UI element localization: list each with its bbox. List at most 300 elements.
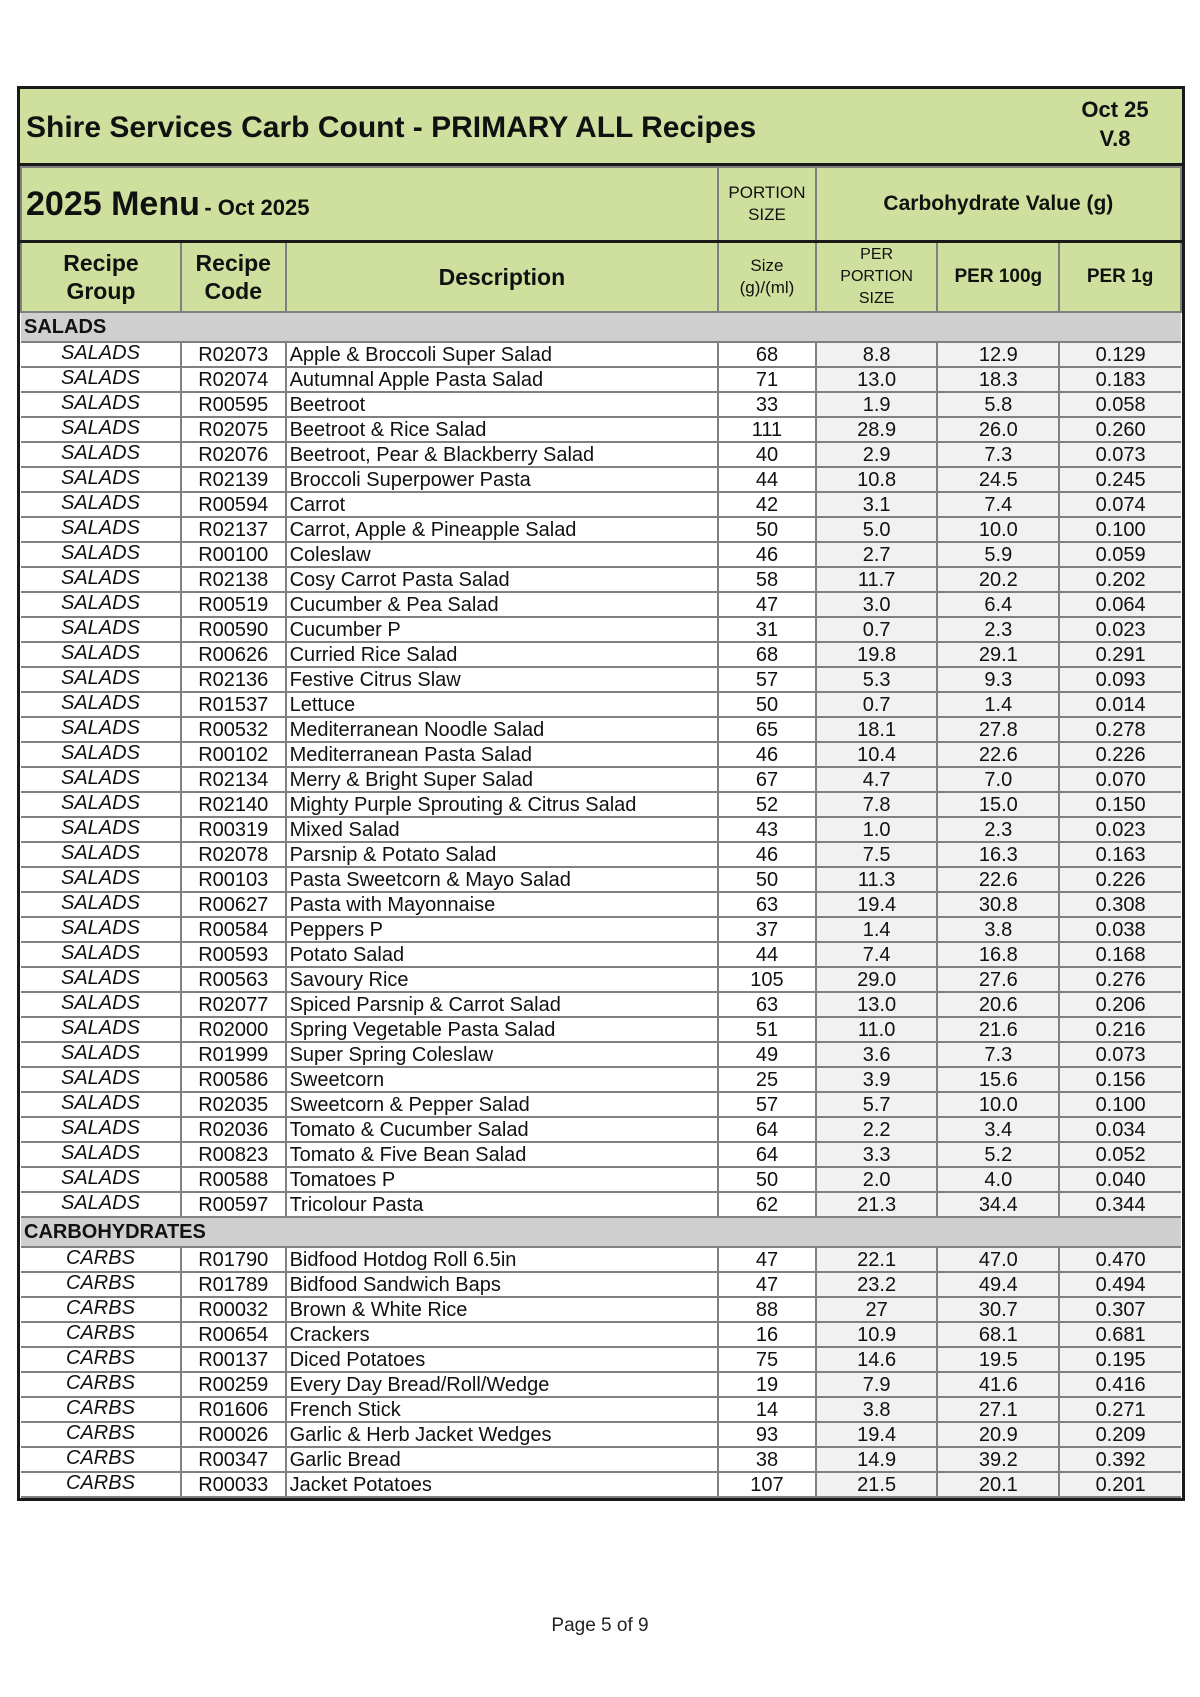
per-portion-cell: 7.5 xyxy=(816,842,938,867)
per-1g-cell: 0.064 xyxy=(1059,592,1181,617)
table-row xyxy=(21,1117,1181,1142)
recipe-group-cell: SALADS xyxy=(21,517,181,542)
per-100g-cell: 27.1 xyxy=(937,1397,1059,1422)
table-row xyxy=(21,492,1181,517)
per-100g-cell: 4.0 xyxy=(937,1167,1059,1192)
size-cell: 42 xyxy=(718,492,816,517)
col-header-size-line1: Size xyxy=(750,256,784,275)
recipe-code-cell: R00102 xyxy=(181,742,286,767)
per-1g-cell: 0.195 xyxy=(1059,1347,1181,1372)
per-100g-cell: 29.1 xyxy=(937,642,1059,667)
description-cell: Spring Vegetable Pasta Salad xyxy=(286,1017,719,1042)
per-100g-cell: 2.3 xyxy=(937,617,1059,642)
per-1g-cell: 0.278 xyxy=(1059,717,1181,742)
recipe-code-cell: R00823 xyxy=(181,1142,286,1167)
table-row xyxy=(21,517,1181,542)
per-1g-cell: 0.023 xyxy=(1059,817,1181,842)
per-100g-cell: 30.8 xyxy=(937,892,1059,917)
per-100g-cell: 3.8 xyxy=(937,917,1059,942)
per-100g-cell: 27.6 xyxy=(937,967,1059,992)
per-100g-cell: 1.4 xyxy=(937,692,1059,717)
description-cell: Garlic Bread xyxy=(286,1447,719,1472)
per-portion-cell: 19.4 xyxy=(816,892,938,917)
menu-title-cell xyxy=(21,167,718,242)
table-row xyxy=(21,442,1181,467)
size-cell: 65 xyxy=(718,717,816,742)
table-row xyxy=(21,1167,1181,1192)
col-header-recipe-code xyxy=(181,242,286,313)
size-cell: 40 xyxy=(718,442,816,467)
description-cell: Pasta Sweetcorn & Mayo Salad xyxy=(286,867,719,892)
recipe-code-cell: R02000 xyxy=(181,1017,286,1042)
description-cell: Beetroot & Rice Salad xyxy=(286,417,719,442)
recipe-group-cell: SALADS xyxy=(21,492,181,517)
recipe-code-cell: R02074 xyxy=(181,367,286,392)
per-portion-cell: 11.0 xyxy=(816,1017,938,1042)
carb-value-header: Carbohydrate Value (g) xyxy=(816,167,1181,242)
size-cell: 62 xyxy=(718,1192,816,1217)
size-cell: 46 xyxy=(718,742,816,767)
size-cell: 47 xyxy=(718,1247,816,1272)
per-100g-cell: 16.8 xyxy=(937,942,1059,967)
portion-size-header-line2: SIZE xyxy=(748,205,786,224)
table-row xyxy=(21,842,1181,867)
per-1g-cell: 0.052 xyxy=(1059,1142,1181,1167)
per-100g-cell: 16.3 xyxy=(937,842,1059,867)
col-header-recipe-code-line2: Code xyxy=(204,278,263,304)
portion-size-header-line1: PORTION xyxy=(728,183,806,202)
per-portion-cell: 10.9 xyxy=(816,1322,938,1347)
per-100g-cell: 15.6 xyxy=(937,1067,1059,1092)
size-cell: 71 xyxy=(718,367,816,392)
per-portion-cell: 4.7 xyxy=(816,767,938,792)
recipe-group-cell: SALADS xyxy=(21,467,181,492)
description-cell: Curried Rice Salad xyxy=(286,642,719,667)
per-portion-cell: 21.3 xyxy=(816,1192,938,1217)
per-1g-cell: 0.129 xyxy=(1059,342,1181,367)
per-portion-cell: 13.0 xyxy=(816,992,938,1017)
per-1g-cell: 0.276 xyxy=(1059,967,1181,992)
column-header-row xyxy=(21,242,1181,313)
page-number: Page 5 of 9 xyxy=(551,1615,649,1636)
per-100g-cell: 20.9 xyxy=(937,1422,1059,1447)
recipe-group-cell: SALADS xyxy=(21,392,181,417)
per-portion-cell: 2.0 xyxy=(816,1167,938,1192)
recipe-code-cell: R00595 xyxy=(181,392,286,417)
recipe-group-cell: SALADS xyxy=(21,342,181,367)
per-portion-cell: 27 xyxy=(816,1297,938,1322)
recipe-group-cell: SALADS xyxy=(21,1192,181,1217)
recipe-group-cell: SALADS xyxy=(21,942,181,967)
recipe-code-cell: R00626 xyxy=(181,642,286,667)
size-cell: 68 xyxy=(718,642,816,667)
recipe-code-cell: R02073 xyxy=(181,342,286,367)
description-cell: Sweetcorn & Pepper Salad xyxy=(286,1092,719,1117)
version-number: V.8 xyxy=(1099,126,1131,151)
recipe-code-cell: R02134 xyxy=(181,767,286,792)
size-cell: 88 xyxy=(718,1297,816,1322)
size-cell: 67 xyxy=(718,767,816,792)
table-row xyxy=(21,967,1181,992)
per-100g-cell: 20.1 xyxy=(937,1472,1059,1497)
size-cell: 75 xyxy=(718,1347,816,1372)
per-100g-cell: 30.7 xyxy=(937,1297,1059,1322)
per-100g-cell: 7.0 xyxy=(937,767,1059,792)
recipe-code-cell: R00100 xyxy=(181,542,286,567)
per-portion-cell: 2.7 xyxy=(816,542,938,567)
menu-header-row xyxy=(21,167,1181,242)
per-1g-cell: 0.226 xyxy=(1059,867,1181,892)
recipe-group-cell: CARBS xyxy=(21,1472,181,1497)
description-cell: Super Spring Coleslaw xyxy=(286,1042,719,1067)
table-row xyxy=(21,1372,1181,1397)
col-header-recipe-group xyxy=(21,242,181,313)
size-cell: 64 xyxy=(718,1142,816,1167)
per-100g-cell: 5.2 xyxy=(937,1142,1059,1167)
per-100g-cell: 7.3 xyxy=(937,1042,1059,1067)
recipe-code-cell: R01606 xyxy=(181,1397,286,1422)
per-100g-cell: 5.9 xyxy=(937,542,1059,567)
portion-size-header xyxy=(718,167,816,242)
per-portion-cell: 1.9 xyxy=(816,392,938,417)
size-cell: 14 xyxy=(718,1397,816,1422)
recipe-code-cell: R00026 xyxy=(181,1422,286,1447)
menu-subtitle: - Oct 2025 xyxy=(204,194,310,220)
recipe-code-cell: R00103 xyxy=(181,867,286,892)
per-portion-cell: 3.9 xyxy=(816,1067,938,1092)
per-portion-cell: 3.6 xyxy=(816,1042,938,1067)
description-cell: Apple & Broccoli Super Salad xyxy=(286,342,719,367)
recipe-code-cell: R00259 xyxy=(181,1372,286,1397)
version-date: Oct 25 xyxy=(1081,97,1149,122)
recipe-group-cell: SALADS xyxy=(21,417,181,442)
recipe-group-cell: SALADS xyxy=(21,1092,181,1117)
recipe-code-cell: R00532 xyxy=(181,717,286,742)
per-1g-cell: 0.073 xyxy=(1059,442,1181,467)
recipe-code-cell: R00319 xyxy=(181,817,286,842)
recipe-code-cell: R00032 xyxy=(181,1297,286,1322)
description-cell: Lettuce xyxy=(286,692,719,717)
recipe-group-cell: CARBS xyxy=(21,1422,181,1447)
per-1g-cell: 0.416 xyxy=(1059,1372,1181,1397)
per-100g-cell: 9.3 xyxy=(937,667,1059,692)
description-cell: Savoury Rice xyxy=(286,967,719,992)
table-row xyxy=(21,667,1181,692)
per-100g-cell: 21.6 xyxy=(937,1017,1059,1042)
per-1g-cell: 0.100 xyxy=(1059,517,1181,542)
description-cell: Pasta with Mayonnaise xyxy=(286,892,719,917)
table-row xyxy=(21,892,1181,917)
per-100g-cell: 68.1 xyxy=(937,1322,1059,1347)
per-portion-cell: 14.6 xyxy=(816,1347,938,1372)
recipe-group-cell: CARBS xyxy=(21,1347,181,1372)
col-header-per-portion-line1: PER xyxy=(860,246,894,263)
description-cell: Parsnip & Potato Salad xyxy=(286,842,719,867)
size-cell: 50 xyxy=(718,1167,816,1192)
per-100g-cell: 20.6 xyxy=(937,992,1059,1017)
per-portion-cell: 3.3 xyxy=(816,1142,938,1167)
size-cell: 44 xyxy=(718,942,816,967)
recipe-code-cell: R02136 xyxy=(181,667,286,692)
per-portion-cell: 13.0 xyxy=(816,367,938,392)
per-1g-cell: 0.344 xyxy=(1059,1192,1181,1217)
recipe-code-cell: R00563 xyxy=(181,967,286,992)
size-cell: 47 xyxy=(718,1272,816,1297)
per-100g-cell: 3.4 xyxy=(937,1117,1059,1142)
size-cell: 93 xyxy=(718,1422,816,1447)
recipe-code-cell: R02036 xyxy=(181,1117,286,1142)
per-portion-cell: 5.3 xyxy=(816,667,938,692)
per-100g-cell: 2.3 xyxy=(937,817,1059,842)
per-1g-cell: 0.202 xyxy=(1059,567,1181,592)
menu-title: 2025 Menu xyxy=(26,184,200,223)
size-cell: 57 xyxy=(718,667,816,692)
size-cell: 64 xyxy=(718,1117,816,1142)
size-cell: 107 xyxy=(718,1472,816,1497)
recipe-group-cell: CARBS xyxy=(21,1397,181,1422)
description-cell: Mediterranean Pasta Salad xyxy=(286,742,719,767)
table-row xyxy=(21,817,1181,842)
per-portion-cell: 3.8 xyxy=(816,1397,938,1422)
table-row xyxy=(21,592,1181,617)
per-portion-cell: 7.8 xyxy=(816,792,938,817)
per-1g-cell: 0.074 xyxy=(1059,492,1181,517)
recipe-group-cell: SALADS xyxy=(21,1017,181,1042)
description-cell: Carrot xyxy=(286,492,719,517)
per-1g-cell: 0.216 xyxy=(1059,1017,1181,1042)
table-row xyxy=(21,617,1181,642)
size-cell: 105 xyxy=(718,967,816,992)
size-cell: 58 xyxy=(718,567,816,592)
table-row xyxy=(21,742,1181,767)
per-1g-cell: 0.245 xyxy=(1059,467,1181,492)
size-cell: 50 xyxy=(718,867,816,892)
carb-count-sheet xyxy=(17,86,1185,1501)
table-row xyxy=(21,1297,1181,1322)
description-cell: Peppers P xyxy=(286,917,719,942)
col-header-per-portion-line3: SIZE xyxy=(858,290,895,307)
recipe-group-cell: SALADS xyxy=(21,1167,181,1192)
recipe-group-cell: SALADS xyxy=(21,442,181,467)
per-portion-cell: 21.5 xyxy=(816,1472,938,1497)
table-row xyxy=(21,642,1181,667)
recipe-group-cell: CARBS xyxy=(21,1322,181,1347)
per-1g-cell: 0.226 xyxy=(1059,742,1181,767)
per-100g-cell: 5.8 xyxy=(937,392,1059,417)
size-cell: 63 xyxy=(718,892,816,917)
col-header-per-portion xyxy=(816,242,938,313)
recipe-group-cell: SALADS xyxy=(21,692,181,717)
per-portion-cell: 1.4 xyxy=(816,917,938,942)
per-100g-cell: 7.4 xyxy=(937,492,1059,517)
per-1g-cell: 0.100 xyxy=(1059,1092,1181,1117)
carb-table xyxy=(20,166,1182,1498)
col-header-recipe-group-line2: Group xyxy=(66,278,136,304)
per-portion-cell: 7.9 xyxy=(816,1372,938,1397)
per-100g-cell: 22.6 xyxy=(937,742,1059,767)
per-100g-cell: 10.0 xyxy=(937,1092,1059,1117)
size-cell: 19 xyxy=(718,1372,816,1397)
size-cell: 50 xyxy=(718,517,816,542)
col-header-recipe-group-line1: Recipe xyxy=(63,250,139,276)
table-row xyxy=(21,992,1181,1017)
recipe-code-cell: R02076 xyxy=(181,442,286,467)
recipe-group-cell: SALADS xyxy=(21,367,181,392)
recipe-group-cell: CARBS xyxy=(21,1247,181,1272)
section-header-row xyxy=(21,312,1181,342)
description-cell: Carrot, Apple & Pineapple Salad xyxy=(286,517,719,542)
recipe-code-cell: R02140 xyxy=(181,792,286,817)
recipe-group-cell: SALADS xyxy=(21,867,181,892)
section-header-row xyxy=(21,1217,1181,1247)
per-portion-cell: 19.4 xyxy=(816,1422,938,1447)
recipe-code-cell: R01537 xyxy=(181,692,286,717)
col-header-size xyxy=(718,242,816,313)
per-portion-cell: 2.2 xyxy=(816,1117,938,1142)
recipe-group-cell: SALADS xyxy=(21,1042,181,1067)
size-cell: 44 xyxy=(718,467,816,492)
table-row xyxy=(21,1472,1181,1497)
description-cell: Cucumber P xyxy=(286,617,719,642)
per-100g-cell: 34.4 xyxy=(937,1192,1059,1217)
description-cell: Cucumber & Pea Salad xyxy=(286,592,719,617)
size-cell: 31 xyxy=(718,617,816,642)
per-1g-cell: 0.093 xyxy=(1059,667,1181,692)
section-title: SALADS xyxy=(21,312,1181,342)
recipe-code-cell: R00590 xyxy=(181,617,286,642)
recipe-group-cell: SALADS xyxy=(21,567,181,592)
per-portion-cell: 10.8 xyxy=(816,467,938,492)
recipe-code-cell: R00597 xyxy=(181,1192,286,1217)
per-1g-cell: 0.206 xyxy=(1059,992,1181,1017)
table-row xyxy=(21,867,1181,892)
recipe-code-cell: R00519 xyxy=(181,592,286,617)
per-100g-cell: 22.6 xyxy=(937,867,1059,892)
per-1g-cell: 0.209 xyxy=(1059,1422,1181,1447)
recipe-code-cell: R00588 xyxy=(181,1167,286,1192)
recipe-code-cell: R02139 xyxy=(181,467,286,492)
per-100g-cell: 7.3 xyxy=(937,442,1059,467)
description-cell: Brown & White Rice xyxy=(286,1297,719,1322)
table-row xyxy=(21,342,1181,367)
description-cell: Tomatoes P xyxy=(286,1167,719,1192)
size-cell: 25 xyxy=(718,1067,816,1092)
per-1g-cell: 0.150 xyxy=(1059,792,1181,817)
size-cell: 38 xyxy=(718,1447,816,1472)
description-cell: Mixed Salad xyxy=(286,817,719,842)
recipe-code-cell: R00347 xyxy=(181,1447,286,1472)
size-cell: 33 xyxy=(718,392,816,417)
description-cell: Bidfood Sandwich Baps xyxy=(286,1272,719,1297)
table-row xyxy=(21,692,1181,717)
table-row xyxy=(21,417,1181,442)
table-row xyxy=(21,1272,1181,1297)
size-cell: 46 xyxy=(718,542,816,567)
per-1g-cell: 0.470 xyxy=(1059,1247,1181,1272)
size-cell: 49 xyxy=(718,1042,816,1067)
recipe-group-cell: CARBS xyxy=(21,1272,181,1297)
per-portion-cell: 2.9 xyxy=(816,442,938,467)
description-cell: Tomato & Five Bean Salad xyxy=(286,1142,719,1167)
per-1g-cell: 0.260 xyxy=(1059,417,1181,442)
per-100g-cell: 19.5 xyxy=(937,1347,1059,1372)
per-100g-cell: 27.8 xyxy=(937,717,1059,742)
table-row xyxy=(21,917,1181,942)
recipe-group-cell: SALADS xyxy=(21,917,181,942)
description-cell: Mighty Purple Sprouting & Citrus Salad xyxy=(286,792,719,817)
per-1g-cell: 0.392 xyxy=(1059,1447,1181,1472)
per-portion-cell: 0.7 xyxy=(816,692,938,717)
table-row xyxy=(21,1092,1181,1117)
per-portion-cell: 0.7 xyxy=(816,617,938,642)
col-header-size-line2: (g)/(ml) xyxy=(739,278,795,297)
per-1g-cell: 0.168 xyxy=(1059,942,1181,967)
recipe-code-cell: R00584 xyxy=(181,917,286,942)
table-row xyxy=(21,1422,1181,1447)
table-row xyxy=(21,1067,1181,1092)
table-row xyxy=(21,467,1181,492)
table-row xyxy=(21,1192,1181,1217)
per-1g-cell: 0.023 xyxy=(1059,617,1181,642)
description-cell: Broccoli Superpower Pasta xyxy=(286,467,719,492)
table-row xyxy=(21,367,1181,392)
recipe-group-cell: SALADS xyxy=(21,667,181,692)
size-cell: 63 xyxy=(718,992,816,1017)
recipe-group-cell: SALADS xyxy=(21,767,181,792)
recipe-group-cell: SALADS xyxy=(21,842,181,867)
recipe-group-cell: SALADS xyxy=(21,1142,181,1167)
per-1g-cell: 0.073 xyxy=(1059,1042,1181,1067)
col-header-per-1g: PER 1g xyxy=(1059,242,1181,313)
recipe-group-cell: SALADS xyxy=(21,542,181,567)
description-cell: Beetroot, Pear & Blackberry Salad xyxy=(286,442,719,467)
size-cell: 46 xyxy=(718,842,816,867)
table-row xyxy=(21,392,1181,417)
per-100g-cell: 49.4 xyxy=(937,1272,1059,1297)
table-row xyxy=(21,1247,1181,1272)
per-100g-cell: 47.0 xyxy=(937,1247,1059,1272)
recipe-group-cell: SALADS xyxy=(21,592,181,617)
recipe-code-cell: R02077 xyxy=(181,992,286,1017)
col-header-per-100g: PER 100g xyxy=(937,242,1059,313)
description-cell: Bidfood Hotdog Roll 6.5in xyxy=(286,1247,719,1272)
description-cell: Crackers xyxy=(286,1322,719,1347)
col-header-per-portion-line2: PORTION xyxy=(840,268,913,285)
recipe-code-cell: R02075 xyxy=(181,417,286,442)
description-cell: Jacket Potatoes xyxy=(286,1472,719,1497)
per-1g-cell: 0.034 xyxy=(1059,1117,1181,1142)
per-100g-cell: 24.5 xyxy=(937,467,1059,492)
per-portion-cell: 7.4 xyxy=(816,942,938,967)
recipe-code-cell: R02138 xyxy=(181,567,286,592)
col-header-recipe-code-line1: Recipe xyxy=(195,250,271,276)
per-portion-cell: 10.4 xyxy=(816,742,938,767)
per-1g-cell: 0.014 xyxy=(1059,692,1181,717)
per-1g-cell: 0.291 xyxy=(1059,642,1181,667)
recipe-code-cell: R00033 xyxy=(181,1472,286,1497)
table-row xyxy=(21,1042,1181,1067)
table-row xyxy=(21,1347,1181,1372)
table-row xyxy=(21,1447,1181,1472)
per-portion-cell: 19.8 xyxy=(816,642,938,667)
per-1g-cell: 0.058 xyxy=(1059,392,1181,417)
per-100g-cell: 6.4 xyxy=(937,592,1059,617)
table-row xyxy=(21,942,1181,967)
description-cell: Every Day Bread/Roll/Wedge xyxy=(286,1372,719,1397)
description-cell: Cosy Carrot Pasta Salad xyxy=(286,567,719,592)
per-portion-cell: 8.8 xyxy=(816,342,938,367)
per-100g-cell: 15.0 xyxy=(937,792,1059,817)
